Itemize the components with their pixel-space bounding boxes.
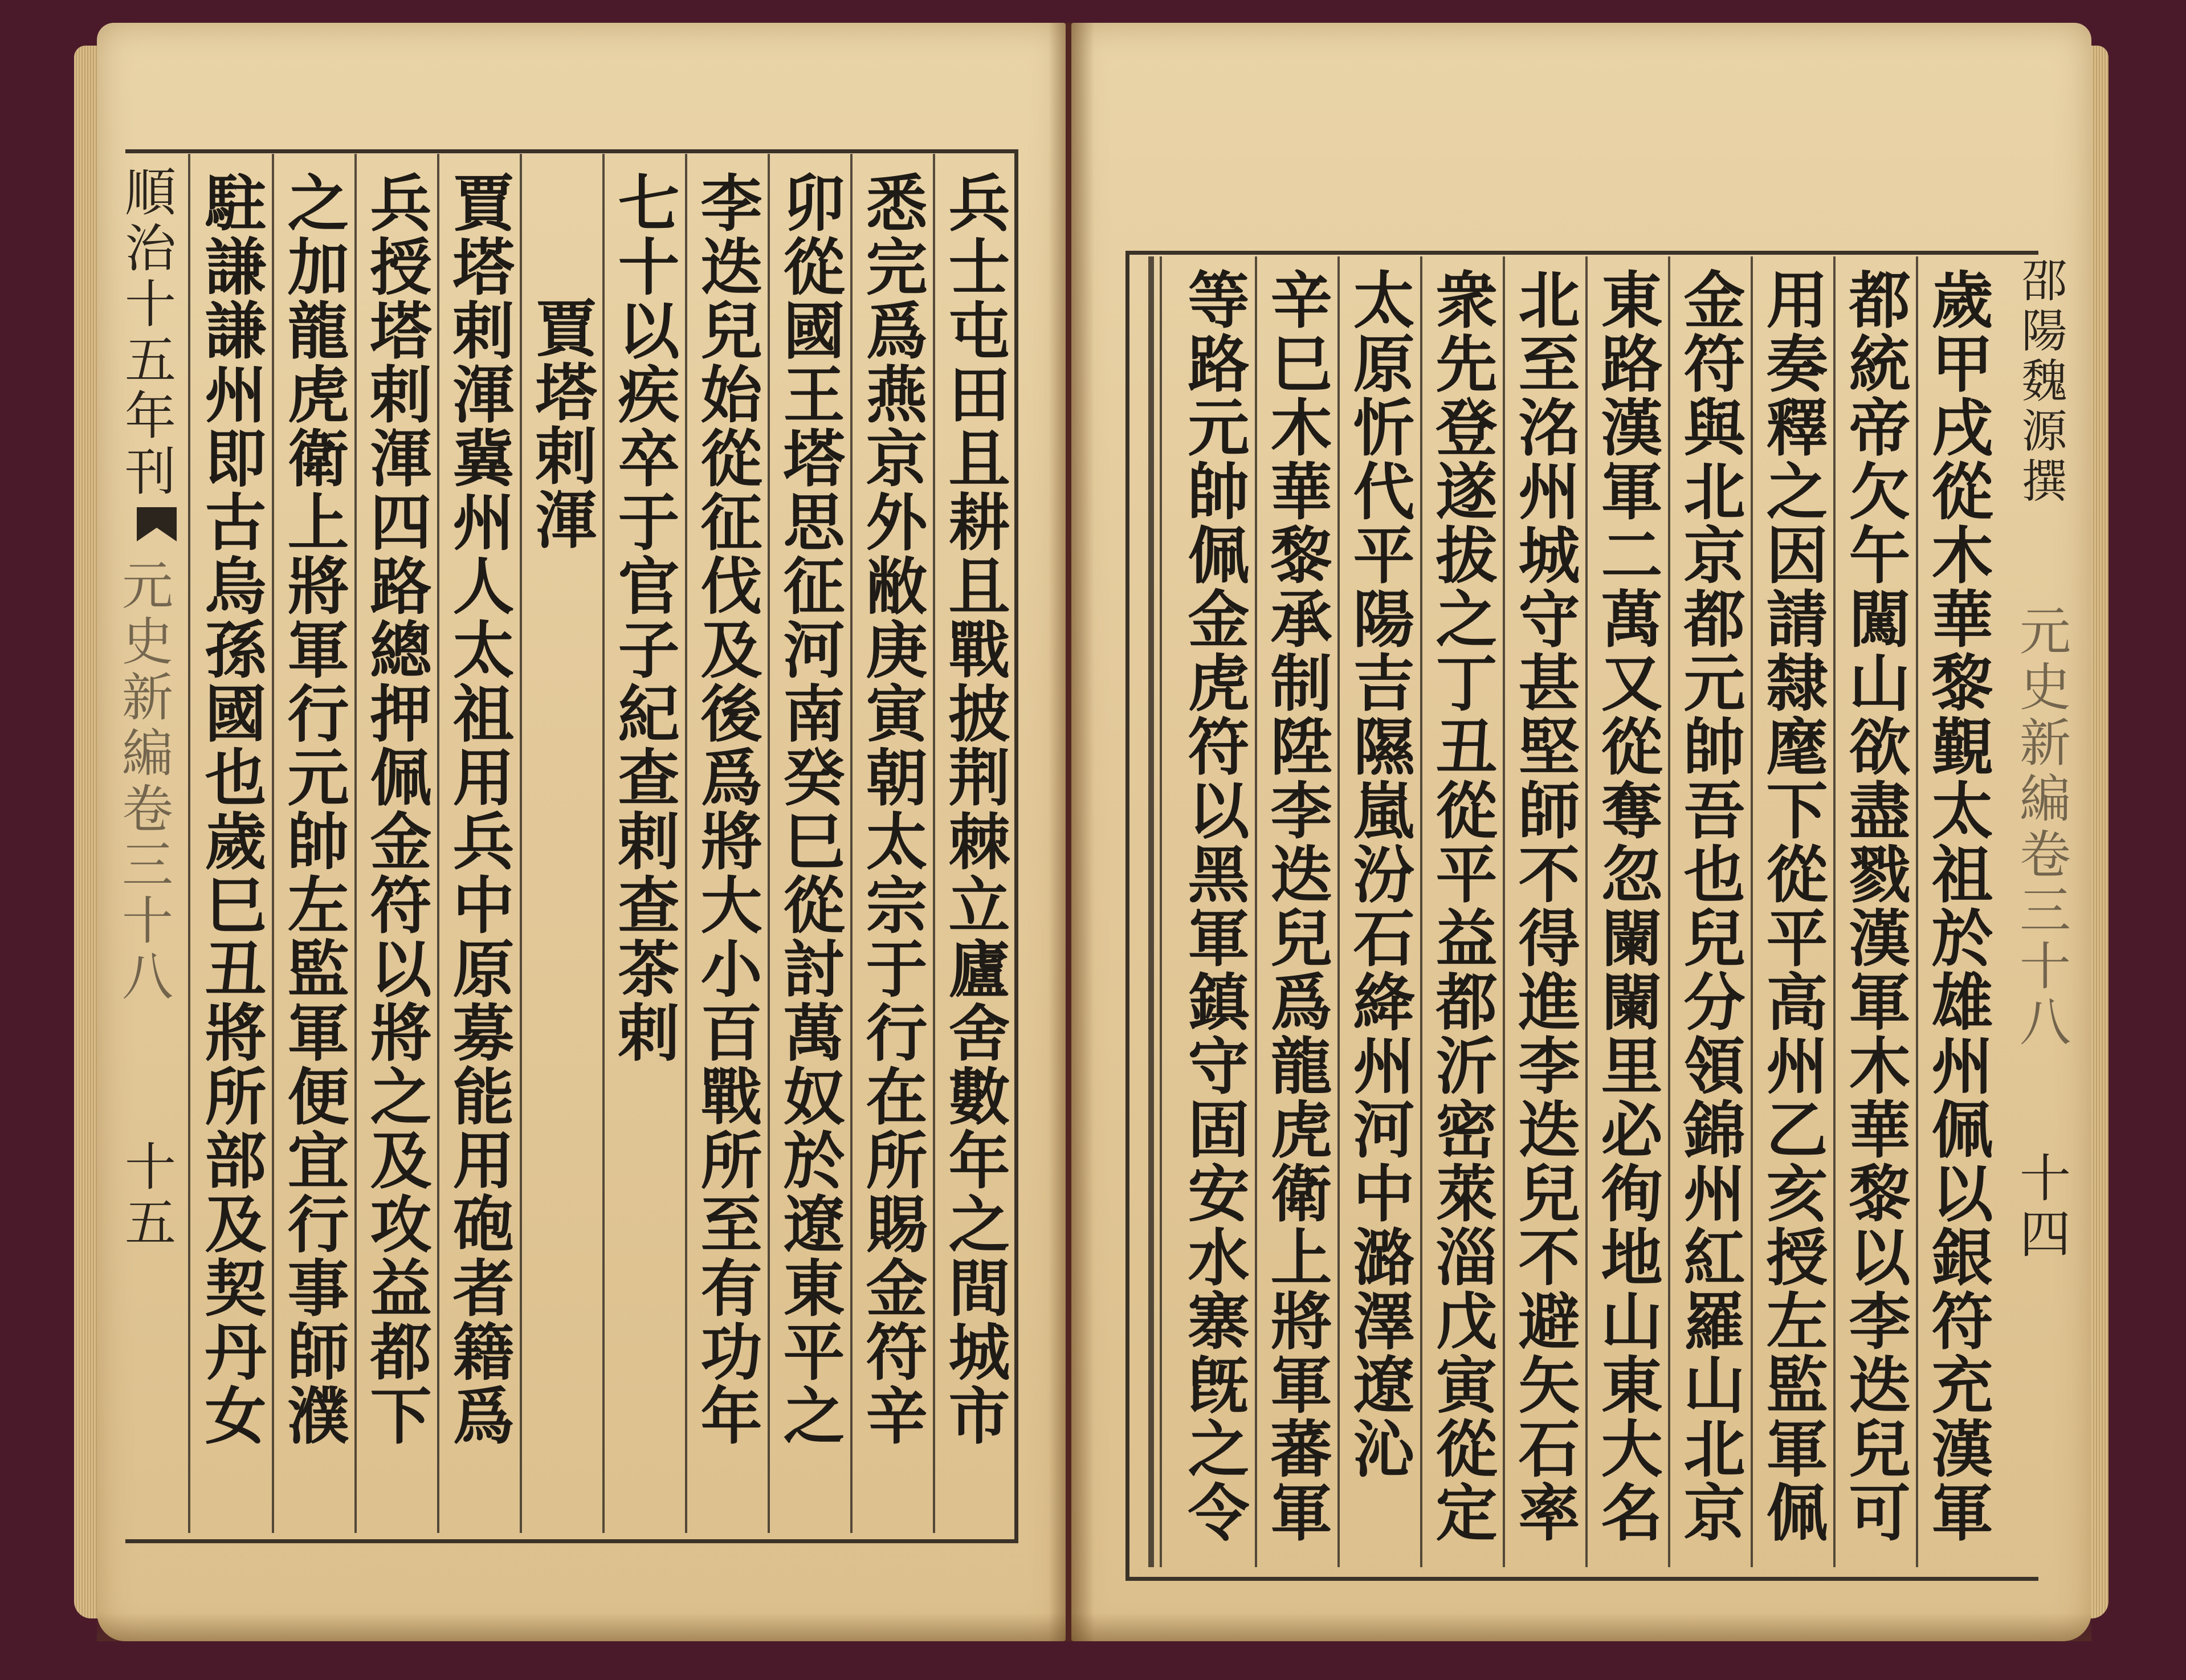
left-margin-leaf-number: 十五 <box>116 1140 176 1251</box>
left-col-7: 賈塔剌渾冀州人太祖用兵中原募能用砲者籍爲 <box>442 171 514 1447</box>
right-col-10: 等路元帥佩金虎符以黑軍鎮守固安水寨旣之令 <box>1177 268 1249 1544</box>
right-col-8: 太原忻代平陽吉隰嵐汾石絳州河中潞澤遼沁 <box>1343 268 1414 1481</box>
right-col-5: 東路漢軍二萬又從奪忽闌闌里必徇地山東大名 <box>1590 268 1662 1544</box>
left-col-2: 悉完爲燕京外敝庚寅朝太宗于行在所賜金符辛 <box>855 171 927 1447</box>
right-col-3: 用奏釋之因請隸麾下從平高州乙亥授左監軍佩 <box>1756 268 1828 1544</box>
right-col-7: 衆先登遂拔之丁丑從平益都沂密萊淄戊寅從定 <box>1425 268 1497 1544</box>
right-col-9: 辛巳木華黎承制陞李迭兒爲龍虎衛上將軍蕃軍 <box>1260 268 1332 1544</box>
book-gutter <box>1049 23 1094 1641</box>
left-col-10: 駐謙謙州即古烏孫國也歲巳丑將所部及契丹女 <box>194 171 266 1447</box>
left-col-3: 卯從國王塔思征河南癸巳從討萬奴於遼東平之 <box>773 171 845 1447</box>
left-col-1: 兵士屯田且耕且戰披荆棘立廬舍數年之間城市 <box>938 171 1010 1447</box>
right-col-2: 都統帝欠午闖山欲盡戮漢軍木華黎以李迭兒可 <box>1838 268 1910 1544</box>
right-margin-leaf-number: 十四 <box>2010 1151 2070 1263</box>
right-col-4: 金符與北京都元帥吾也兒分領錦州紅羅山北京 <box>1673 268 1745 1544</box>
right-col-6: 北至洺州城守甚堅師不得進李迭兒不避矢石率 <box>1508 268 1580 1544</box>
left-margin-book-title: 元史新編卷三十八 <box>113 558 173 1005</box>
left-section-heading: 賈塔剌渾 <box>525 296 597 552</box>
left-margin-edition: 順治十五年刊 <box>116 165 176 500</box>
left-col-8: 兵授塔剌渾四路總押佩金符以將之及攻益都下 <box>360 171 431 1447</box>
left-col-9: 之加龍虎衛上將軍行元帥左監軍便宜行事師濮 <box>277 171 349 1447</box>
right-margin-book-title: 元史新編卷三十八 <box>2010 604 2070 1051</box>
left-col-4: 李迭兒始從征伐及後爲將大小百戰所至有功年 <box>690 171 762 1447</box>
right-col-1: 歲甲戌從木華黎覲太祖於雄州佩以銀符充漢軍 <box>1921 268 1993 1544</box>
left-col-5: 七十以疾卒于官子紀查剌查茶剌 <box>607 171 679 1065</box>
right-margin-author: 邵陽魏源撰 <box>2014 256 2067 507</box>
